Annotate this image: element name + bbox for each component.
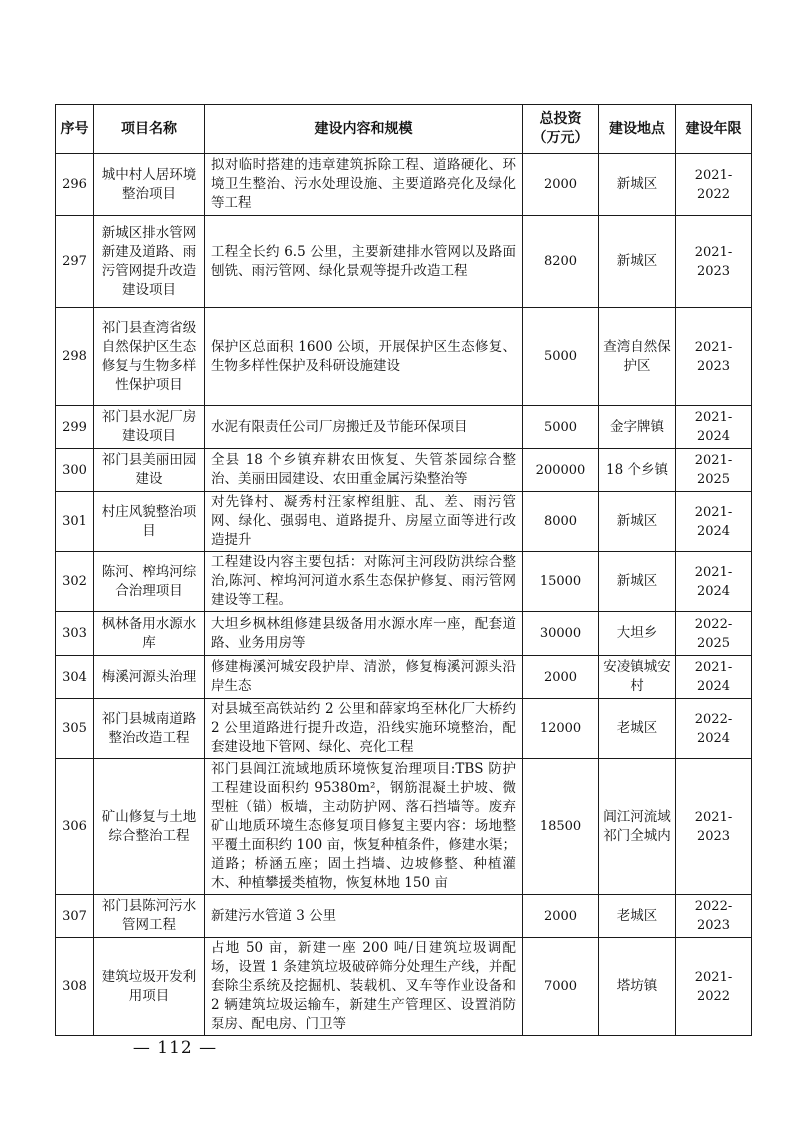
cell-index: 299 — [56, 406, 94, 449]
cell-period: 2022-2025 — [676, 612, 752, 656]
cell-content: 拟对临时搭建的违章建筑拆除工程、道路硬化、环境卫生整治、污水处理设施、主要道路亮化及绿化等工程 — [205, 154, 523, 216]
cell-location: 金字牌镇 — [599, 406, 676, 449]
cell-content: 工程全长约 6.5 公里，主要新建排水管网以及路面刨铣、雨污管网、绿化景观等提升改造工程 — [205, 216, 523, 308]
cell-name: 祁门县陈河污水管网工程 — [94, 895, 205, 938]
table-row — [56, 154, 752, 216]
cell-index: 300 — [56, 449, 94, 492]
cell-index: 296 — [56, 154, 94, 216]
header-period: 建设年限 — [676, 105, 752, 154]
project-table — [55, 104, 752, 1036]
cell-period: 2021-2024 — [676, 492, 752, 552]
page-number: — 112 — — [132, 1038, 218, 1058]
cell-index: 298 — [56, 308, 94, 406]
cell-location: 安凌镇城安村 — [599, 656, 676, 699]
table-row — [56, 492, 752, 552]
cell-name: 祁门县水泥厂房建设项目 — [94, 406, 205, 449]
cell-content: 修建梅溪河城安段护岸、清淤，修复梅溪河源头沿岸生态 — [205, 656, 523, 699]
table-row — [56, 612, 752, 656]
cell-investment: 8000 — [523, 492, 599, 552]
cell-period: 2021-2023 — [676, 759, 752, 895]
cell-location: 阊江河流域祁门全城内 — [599, 759, 676, 895]
cell-name: 梅溪河源头治理 — [94, 656, 205, 699]
cell-period: 2021-2022 — [676, 154, 752, 216]
cell-period: 2021-2024 — [676, 656, 752, 699]
cell-location: 大坦乡 — [599, 612, 676, 656]
cell-period: 2022-2023 — [676, 895, 752, 938]
cell-location: 老城区 — [599, 699, 676, 759]
cell-location: 查湾自然保护区 — [599, 308, 676, 406]
cell-name: 陈河、榨坞河综合治理项目 — [94, 552, 205, 612]
cell-index: 305 — [56, 699, 94, 759]
cell-index: 308 — [56, 938, 94, 1036]
table-row — [56, 552, 752, 612]
cell-index: 307 — [56, 895, 94, 938]
cell-period: 2021-2024 — [676, 552, 752, 612]
cell-location: 新城区 — [599, 154, 676, 216]
table-row — [56, 699, 752, 759]
table-row — [56, 216, 752, 308]
table-row — [56, 449, 752, 492]
cell-content: 水泥有限责任公司厂房搬迁及节能环保项目 — [205, 406, 523, 449]
cell-content: 大坦乡枫林组修建县级备用水源水库一座，配套道路、业务用房等 — [205, 612, 523, 656]
cell-content: 工程建设内容主要包括：对陈河主河段防洪综合整治,陈河、榨坞河河道水系生态保护修复、雨污管网建设等工程。 — [205, 552, 523, 612]
cell-investment: 7000 — [523, 938, 599, 1036]
cell-location: 新城区 — [599, 216, 676, 308]
cell-investment: 15000 — [523, 552, 599, 612]
cell-index: 301 — [56, 492, 94, 552]
cell-investment: 30000 — [523, 612, 599, 656]
cell-investment: 18500 — [523, 759, 599, 895]
cell-name: 枫林备用水源水库 — [94, 612, 205, 656]
cell-content: 对先锋村、凝秀村汪家榨组脏、乱、差、雨污管网、绿化、强弱电、道路提升、房屋立面等进行改造提升 — [205, 492, 523, 552]
cell-index: 297 — [56, 216, 94, 308]
header-location: 建设地点 — [599, 105, 676, 154]
cell-location: 18 个乡镇 — [599, 449, 676, 492]
cell-index: 304 — [56, 656, 94, 699]
cell-period: 2021-2023 — [676, 216, 752, 308]
table-row — [56, 308, 752, 406]
table-row — [56, 938, 752, 1036]
cell-content: 占地 50 亩，新建一座 200 吨/日建筑垃圾调配场，设置 1 条建筑垃圾破碎筛分处理生产线，并配套除尘系统及挖掘机、装载机、叉车等作业设备和 2 辆建筑垃圾运输车，新建生产管理区、设置消防泵房、配电房、门卫等 — [205, 938, 523, 1036]
cell-name: 城中村人居环境整治项目 — [94, 154, 205, 216]
cell-name: 村庄风貌整治项目 — [94, 492, 205, 552]
cell-index: 306 — [56, 759, 94, 895]
cell-content: 祁门县阊江流域地质环境恢复治理项目:TBS 防护工程建设面积约 95380m²，钢筋混凝土护坡、微型桩（锚）板墙，主动防护网、落石挡墙等。废弃矿山地质环境生态修复项目修复主要内容：场地整平覆土面积约 100 亩，恢复种植条件，修建水渠；道路；桥涵五座；固土挡墙、边坡修整、种植灌木、种植攀援类植物，恢复林地 150 亩 — [205, 759, 523, 895]
cell-name: 新城区排水管网新建及道路、雨污管网提升改造建设项目 — [94, 216, 205, 308]
header-index: 序号 — [56, 105, 94, 154]
cell-name: 建筑垃圾开发利用项目 — [94, 938, 205, 1036]
cell-investment: 200000 — [523, 449, 599, 492]
cell-investment: 5000 — [523, 406, 599, 449]
cell-period: 2021-2022 — [676, 938, 752, 1036]
header-content: 建设内容和规模 — [205, 105, 523, 154]
cell-location: 新城区 — [599, 552, 676, 612]
cell-content: 全县 18 个乡镇弃耕农田恢复、失管茶园综合整治、美丽田园建设、农田重金属污染整治等 — [205, 449, 523, 492]
cell-index: 302 — [56, 552, 94, 612]
cell-investment: 2000 — [523, 656, 599, 699]
cell-content: 新建污水管道 3 公里 — [205, 895, 523, 938]
cell-investment: 2000 — [523, 895, 599, 938]
cell-name: 祁门县查湾省级自然保护区生态修复与生物多样性保护项目 — [94, 308, 205, 406]
cell-location: 塔坊镇 — [599, 938, 676, 1036]
table-header-row — [56, 105, 752, 154]
table-row — [56, 895, 752, 938]
table-row — [56, 656, 752, 699]
cell-name: 祁门县城南道路整治改造工程 — [94, 699, 205, 759]
cell-location: 老城区 — [599, 895, 676, 938]
cell-name: 矿山修复与土地综合整治工程 — [94, 759, 205, 895]
cell-period: 2021-2024 — [676, 406, 752, 449]
table-row — [56, 406, 752, 449]
cell-investment: 5000 — [523, 308, 599, 406]
cell-investment: 2000 — [523, 154, 599, 216]
header-name: 项目名称 — [94, 105, 205, 154]
table-body — [56, 154, 752, 1036]
header-investment: 总投资（万元） — [523, 105, 599, 154]
cell-period: 2021-2025 — [676, 449, 752, 492]
cell-content: 对县城至高铁站约 2 公里和薛家坞至林化厂大桥约 2 公里道路进行提升改造，沿线实施环境整治，配套建设地下管网、绿化、亮化工程 — [205, 699, 523, 759]
cell-investment: 12000 — [523, 699, 599, 759]
cell-period: 2021-2023 — [676, 308, 752, 406]
cell-period: 2022-2024 — [676, 699, 752, 759]
cell-location: 新城区 — [599, 492, 676, 552]
cell-content: 保护区总面积 1600 公顷，开展保护区生态修复、生物多样性保护及科研设施建设 — [205, 308, 523, 406]
table-row — [56, 759, 752, 895]
cell-investment: 8200 — [523, 216, 599, 308]
cell-index: 303 — [56, 612, 94, 656]
cell-name: 祁门县美丽田园建设 — [94, 449, 205, 492]
